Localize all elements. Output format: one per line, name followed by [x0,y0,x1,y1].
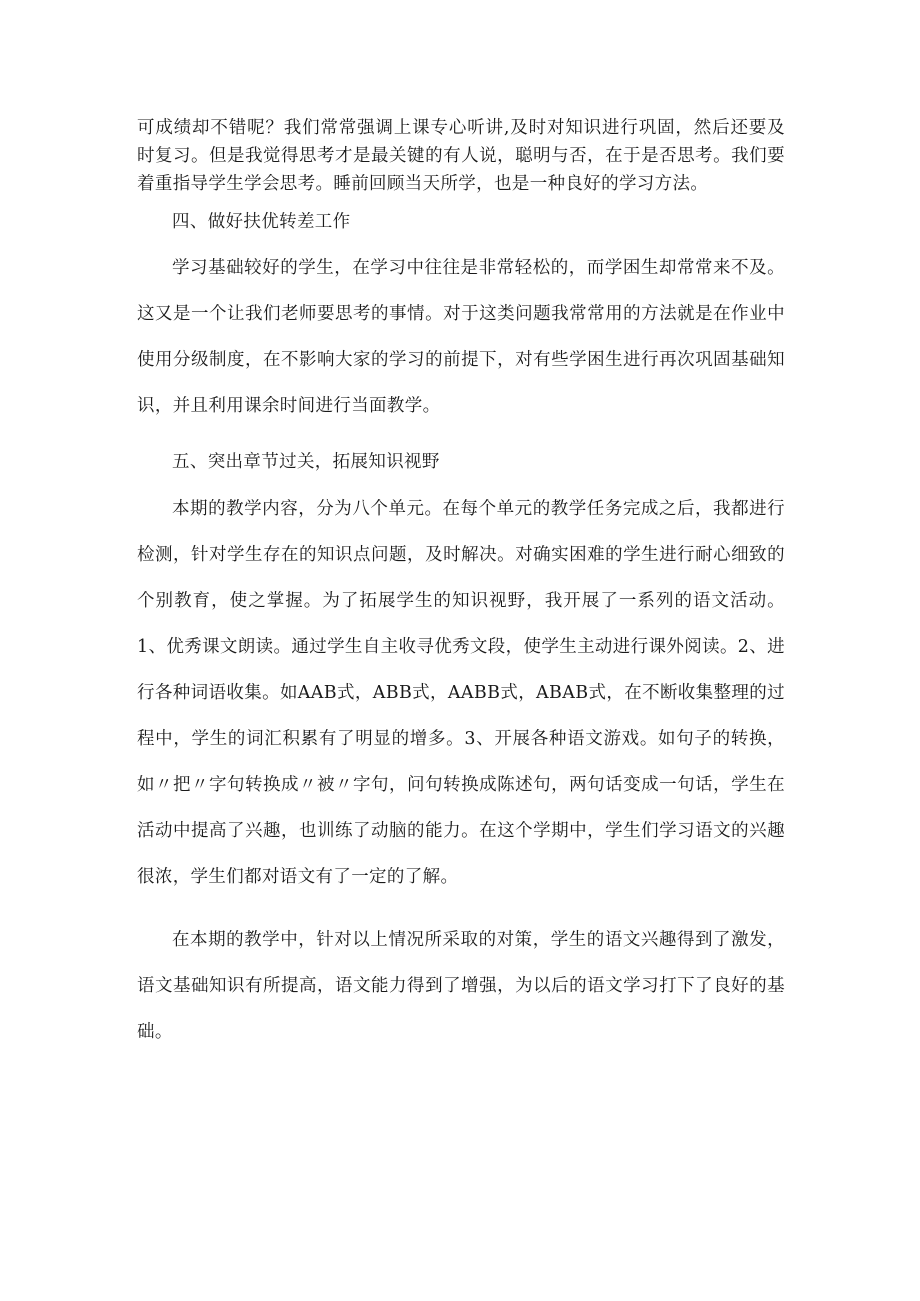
section-heading-5: 五、突出章节过关，拓展知识视野 [172,452,440,472]
paragraph-conclusion: 在本期的教学中，针对以上情况所采取的对策，学生的语文兴趣得到了激发，语文基础知识有所提高，语文能力得到了增强，为以后的语文学习打下了良好的基础。 [137,930,785,1042]
section-heading-4: 四、做好扶优转差工作 [172,212,351,232]
paragraph-section-4: 学习基础较好的学生，在学习中往往是非常轻松的，而学困生却常常来不及。这又是一个让我们老师要思考的事情。对于这类问题我常常用的方法就是在作业中使用分级制度，在不影响大家的学习的前提下，对有些学困生进行再次巩固基础知识，并且利用课余时间进行当面教学。 [137,258,785,416]
paragraph-continuation: 可成绩却不错呢？我们常常强调上课专心听讲,及时对知识进行巩固，然后还要及时复习。但是我觉得思考才是最关键的有人说，聪明与否，在于是否思考。我们要着重指导学生学会思考。睡前回顾当天所学，也是一种良好的学习方法。 [137,118,785,194]
paragraph-section-5: 本期的教学内容，分为八个单元。在每个单元的教学任务完成之后，我都进行检测，针对学生存在的知识点问题，及时解决。对确实困难的学生进行耐心细致的个别教育，使之掌握。为了拓展学生的知识视野，我开展了一系列的语文活动。1、优秀课文朗读。通过学生自主收寻优秀文段，使学生主动进行课外阅读。2、进行各种词语收集。如AAB式，ABB式，AABB式，ABAB式，在不断收集整理的过程中，学生的词汇积累有了明显的增多。3、开展各种语文游戏。如句子的转换，如〃把〃字句转换成〃被〃字句，问句转换成陈述句，两句话变成一句话，学生在活动中提高了兴趣，也训练了动脑的能力。在这个学期中，学生们学习语文的兴趣很浓，学生们都对语文有了一定的了解。 [137,499,785,887]
